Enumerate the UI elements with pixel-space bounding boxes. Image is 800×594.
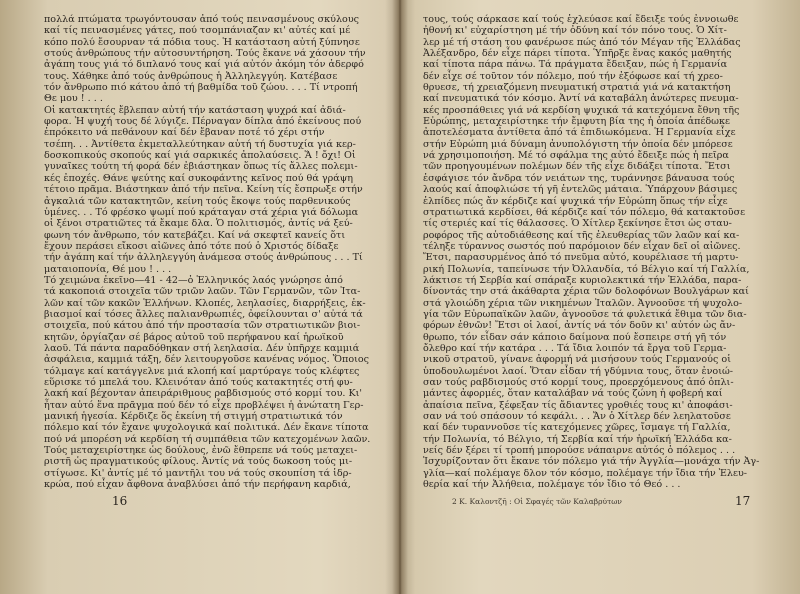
text-line: κρώα, πού εἶχαν ἄφθονα ἀναβλύσει ἀπό τήν περήφανη καρδιά, <box>44 479 351 491</box>
text-line: στά γλοιώδη χέρια τῶν νικημένων Ἰταλῶν. Ἀγνοοῦσε τή ψυχολο- <box>423 297 743 309</box>
text-line: ὄλεθρο καί τήν κατάρα . . . Τά ἴδια λοιπόν τά ἔργα τοῦ Γερμα- <box>423 342 727 354</box>
text-line: στρατιωτικά κερδίσει, θά κέρδιζε καί τόν πόλεμο, θά κατακτοῦσε <box>423 206 746 218</box>
text-line: λαούς καί ἀποφλιώσε τή γῆ ἐντελῶς μάταια. Ὑπάρχουν βάσιμες <box>423 184 738 196</box>
text-line: νείς δέν ξέρει τί τροπή μπορούσε νάπαιρνε αὐτός ὁ πόλεμος . . . <box>423 445 736 457</box>
text-line: καί δέν τυραννοῦσε τίς κατεχόμενες χῶρες, ἴσμαγε τή Γαλλία, <box>423 422 731 434</box>
text-line: ἠθονή κι' εὐχαρίστηση μέ τήν ὀδύνη καί τόν πόνο τους. Ὁ Χίτ- <box>423 25 727 37</box>
text-line: ἦταν αὐτό ἕνα πρᾶγμα πού δέν τό εἶχε προβλέψει ἡ ἀνώτατη Γερ- <box>44 399 364 411</box>
text-line: Τούς μεταχειρίστηκε ὡς δούλους, ἐνῶ ἔθπρεπε νά τούς μεταχει- <box>44 445 358 457</box>
text-line: ματαιοπονία, Θέ μου ! . . . <box>44 263 172 275</box>
text-line: φωνη τόν ἄνθρωπο, τόν κατεβάζει. Καί νά σκεφτεῖ κανείς ὅτι <box>44 229 346 241</box>
text-line: νά χρησιμοποιήση. Μέ τό σφάλμα της αὐτό ἔδειξε πώς ἡ πεῖρα <box>423 150 729 162</box>
text-line: ἐσφάγισε τόν ἄνδρα τόν νειάτων της, τυράννησε βάναυσα τούς <box>423 172 735 184</box>
text-line: ἐπρόκειτο νά πεθάνουν καί δέν ἔβαναν ποτέ τό χέρι στήν <box>44 127 325 139</box>
text-line: φόρων ἐθνῶν! Ἔτσι οἱ λαοί, ἀντίς νά τόν δοῦν κι' αὐτόν ὡς ἄν- <box>423 320 736 332</box>
text-line: τέληξε τύραννος σωστός πού παρόμοιον δέν εἶχαν δεῖ οἱ αἰῶνες. <box>423 240 741 252</box>
right-page-footer: 2 Κ. Καλοντζῆ : Οἱ Σφαγές τῶν Καλαβρύτων <box>452 497 622 506</box>
right-page <box>400 0 800 594</box>
text-line: καί τίποτα πάρα πάνω. Τά πράγματα ἔδειξαν, πώς ἡ Γερμανία <box>423 59 728 71</box>
text-line: ὑμένες. . . Τό φρέσκο ψωμί πού κράταγαν στά χέρια γιά δόλωμα <box>44 206 359 218</box>
text-line: τέτοιο πρᾶμα. Βιάστηκαν ἀπό τήν πεῖνα. Κείνη τίς ἔσπρωξε στήν <box>44 184 363 196</box>
text-line: τόν ἄνθρωπο πιό κάτου ἀπό τή βαθμίδα τοῦ ζώου. . . . Τί ντροπή <box>44 82 358 94</box>
text-line: γυναῖκες τούτη τή φορά δέν ἐβιάστηκαν ὅπως τίς ἄλλες πολεμι- <box>44 161 358 173</box>
text-line: Εὐρώπης, μεταχειρίστηκε τήν ἔμφυτη βία της ἡ ὁποία ἀπέδωκε <box>423 116 730 128</box>
text-line: Ἀλέξανδρο, δέν εἶχε πάρει τίποτα. Ὑπῆρξε ἕνας κακός μαθητής <box>423 48 732 60</box>
text-line: σαν τούς ραβδισμούς στό κορμί τους, προερχόμενους ἀπό ὁπλι- <box>423 377 734 388</box>
text-line: δίνοντάς την στά ἀκάθαρτα χέρια τῶν δολοφόνων Βουλγάρων καί <box>423 286 749 298</box>
text-line: πού νά μπορέση νά κερδίση τή συμπάθεια τῶν κατεχομένων λαῶν. <box>44 433 371 445</box>
text-line: κές ἐποχές. Θάνε ψεύτης καί συκοφάντης κεῖνος πού θά γράψη <box>44 172 353 184</box>
text-line: κές προσπάθειες γιά νά κερδίση ψυχικά τά κατεχόμενα ἔθνη τῆς <box>423 104 740 116</box>
text-line: ριστῆ ὡς πραγματικούς φίλους. Ἀντίς νά τούς δωκοση τούς μι- <box>44 456 353 468</box>
text-line: ρική Πολωνία, ταπείνωσε τήν Ὀλλανδία, τό Βέλγιο καί τή Γαλλία, <box>423 263 750 275</box>
right-page-number: 17 <box>735 494 751 508</box>
text-line: ἀποτελέσματα ἀντίθετα ἀπό τά ἐπιδιωκόμενα. Ἡ Γερμανία εἶχε <box>423 127 736 139</box>
text-line: νικοῦ στρατοῦ, γίνανε ἀφορμή νά μισήσουν τούς Γερμανούς οἱ <box>423 354 731 366</box>
text-line: πολλά πτώματα τρωγόντουσαν ἀπό τούς πεινασμένους σκύλους <box>44 14 360 25</box>
text-line: λακή καί βέχονταν ἀπειράριθμους ραβδισμούς στό κορμί του. Κι' <box>44 388 363 400</box>
text-line: ροφόρος τῆς αὐτοδιάθεσης καί τῆς ἐλευθερίας τῶν λαῶν καί κα- <box>423 229 740 241</box>
text-line: τόλμαγε καί κατάγγελνε μιά κλοπή καί μαρτύραγε τούς κλέφτες <box>44 365 360 377</box>
text-line: φορα. Ἡ ψυχή τους δέ λύγιζε. Πέρναγαν δίπλα ἀπό ἐκείνους πού <box>44 116 362 128</box>
text-line: τους. Χάθηκε ἀπό τούς ἀνθρώπους ἡ Ἀλληλεγγύη. Κατέβασε <box>44 70 338 82</box>
text-line: κητῶν, ὀργίαζαν σέ βάρος αὐτοῦ τοῦ περήφανου καί ἡρωϊκοῦ <box>44 331 344 343</box>
text-line: καί πνευματικά τόν κόσμο. Ἀντί νά καταβάλη ἀνώτερες πνευμα- <box>423 93 739 105</box>
text-line: Ἔτσι, παρασυρμένος ἀπό τό πνεῦμα αὐτό, κουρέλιασε τή μαρτυ- <box>423 252 739 264</box>
text-line: στούς ἀνθρώπους τήν αὐτοσυντήρηση. Τούς ἔκανε νά χάσουν τήν <box>44 48 366 60</box>
text-line: τους, τούς σάρκασε καί τούς ἐχλεύασε καί ἔδειξε τούς ἐννοιωθε <box>423 14 739 25</box>
text-line: στήν Εὐρώπη μιά δύναμη ἀνυπολόγιστη τήν ὁποία δέν μπόρεσε <box>423 138 733 150</box>
text-line: εὕρισκε τό μπελά του. Κλεινόταν ἀπό τούς κατακτητές στή φυ- <box>44 377 353 388</box>
text-line: οἱ ξένοι στρατιῶτες τά ἔκαμε δλα. Ὁ πολιτισμός, ἀντίς νά ξεύ- <box>44 218 353 230</box>
text-line: κόπο πολύ ἔσουρναν τά πόδια τους. Ἡ κατάσταση αὐτή ξύπνησε <box>44 36 360 48</box>
text-line: Θε μου ! . . . <box>44 93 103 105</box>
text-line: ἀπαίσια πεῖνα, ξέφεξαν τίς ἄδιαντες γροθιές τους κι' ἀποφάσι- <box>423 399 733 411</box>
text-line: δέν εἶχε σέ τοῦτον τόν πόλεμο, πού τήν ἐξόφωσε καί τή χρεο- <box>423 70 723 82</box>
text-line: γία τῶν Εὐρωπαϊκῶν λαῶν, ἀγνοοῦσε τά φυλετικά ἔθιμα τῶν δια- <box>423 308 747 320</box>
text-line: ἐλπίδες πώς ἄν κέρδιζε καί ψυχικά τήν Εὐρώπη ὅπως τήν εἶχε <box>423 195 728 207</box>
text-line: στίγωσε. Κι' ἀντίς μέ τό μαντῆλι του νά τούς σκουπίση τά ἱδρ- <box>44 467 352 479</box>
text-line: ὑποδουλωμένοι λαοί. Ὅταν εἶδαν τή γδύμνια τους, ὅταν ἐνοιώ- <box>423 365 734 377</box>
text-line: τίς στεριές καί τίς θάλασσες. Ὁ Χίτλερ ξεκίνησε ἔτσι ὡς σταυ- <box>423 218 732 230</box>
text-line: λάκτισε τή Σερβία καί σπάραξε κυριολεκτικά τήν Ἑλλάδα, παρα- <box>423 274 742 286</box>
text-line: ἔχουν περάσει εἴκοσι αἰῶνες ἀπό τότε πού ὁ Χριστός δίδαξε <box>44 240 339 252</box>
text-line: Τό χειμώνα ἐκεῖνο—41 - 42—ὁ Ἑλληνικός λαός γνώρησε ἀπό <box>44 274 343 286</box>
text-line: μάντες ἀφορμές, ὅταν καταλάβαν νά τούς ζώνη ἡ φοβερή καί <box>423 388 723 400</box>
text-line: θερία καί τήν Ἀλήθεια, πολέμαγε τόν ἴδιο τό Θεό . . . <box>423 479 681 491</box>
text-line: τά κακοποιά στοιχεῖα τῶν τριῶν λαῶν. Τῶν Γερμανῶν, τῶν Ἰτα- <box>44 286 361 298</box>
text-line: τήν Πολωνία, τό Βέλγιο, τή Σερβία καί τήν ἡρωϊκή Ἑλλάδα κα- <box>423 433 732 445</box>
text-line: γλία—καί πολέμαγε δλον τόν κόσμο, πολέμαγε τήν ἴδια τήν Ἐλευ- <box>423 467 748 479</box>
left-page-text <box>44 14 382 490</box>
text-line: λερ μέ τή στάση του φανέρωσε πώς ἀπό τόν Μέγαν τῆς Ἑλλάδας <box>423 36 741 48</box>
text-line: θρυεσε, τή χρειαζόμενη πνευματική στρατιά γιά νά κατακτήση <box>423 82 731 94</box>
text-line: τσέπη. . . Ἀντίθετα ἐκμεταλλεύτηκαν αὐτή τή δυστυχία γιά κερ- <box>44 138 356 150</box>
text-line: ἀγκαλιά τῶν κατακτητῶν, κείνη τούς ἔκοψε τούς παρθενικούς <box>44 195 351 207</box>
text-line: λῶν καί τῶν κακῶν Ἑλλήνων. Κλοπές, λεηλασίες, διαρρήξεις, ἐκ- <box>44 297 366 309</box>
text-line: καί τίς πεινασμένες γάτες, πού τσομπάνιαζαν κι' αὐτές καί μέ <box>44 25 351 37</box>
text-line: πόλεμο καί τόν ἔχανε ψυχολογικά καί πολιτικά. Δέν ἔκανε τίποτα <box>44 422 369 434</box>
text-line: δοσκοπικούς σκοπούς καί γιά σαρκικές ἀπολαύσεις. Ἅ ! ὄχι! Οἱ <box>44 150 356 162</box>
text-line: στοιχεῖα, πού κάτου ἀπό τήν προστασία τῶν στρατιωτικῶν βιοι- <box>44 320 361 332</box>
left-page-number: 16 <box>112 494 128 508</box>
text-line: τῶν προηγουμένων πολέμων δέν τῆς εἶχε διδάξει τίποτα. Ἔτσι <box>423 161 731 173</box>
text-line: μανική ἡγεσία. Κέρδιζε ὅς ἐκείνη τή στιγμή στρατιωτικά τόν <box>44 411 343 423</box>
text-line: θρωπο, τόν εἶδαν σάν κάποιο δαίμονα πού ἔσπειρε στή γῆ τόν <box>423 331 727 343</box>
text-line: ἀγάπη τους γιά τό διπλανό τους καί γιά αὐτόν ἀκόμη τόν ἀδερφό <box>44 59 364 71</box>
text-line: βιασμοί καί τόσες ἄλλες παλιανθρωπιές, ὀφείλουνται σ' αὐτά τά <box>44 308 363 320</box>
text-line: λαοῦ. Τά πάντα παραδόθηκαν στή λεηλασία. Δέν ὑπῆρχε καμμιά <box>44 342 360 354</box>
text-line: σαν νά τού σπάσουν τό κεφάλι. . . Ἄν ὁ Χίτλερ δέν λεηλατοῦσε <box>423 411 731 423</box>
text-line: ἀσφάλεια, καμμιά τάξη, δέν λειτουργοῦσε κανένας νόμος. Ὅποιος <box>44 354 370 366</box>
text-line: Ἰσχυρίζονταν ὅτι ἔκανε τόν πόλεμο γιά τήν Ἀγγλία—μονάχα τήν Ἀγ- <box>423 456 760 468</box>
text-line: Οἱ κατακτητές ἔβλεπαν αὐτή τήν κατάσταση ψυχρά καί ἀδιά- <box>44 104 346 116</box>
book-gutter <box>385 0 415 594</box>
text-line: τήν ἀγάπη καί τήν ἀλληλεγγύη ἀνάμεσα στούς ἀνθρώπους . . . Τί <box>44 252 363 264</box>
right-page-text <box>423 14 768 490</box>
